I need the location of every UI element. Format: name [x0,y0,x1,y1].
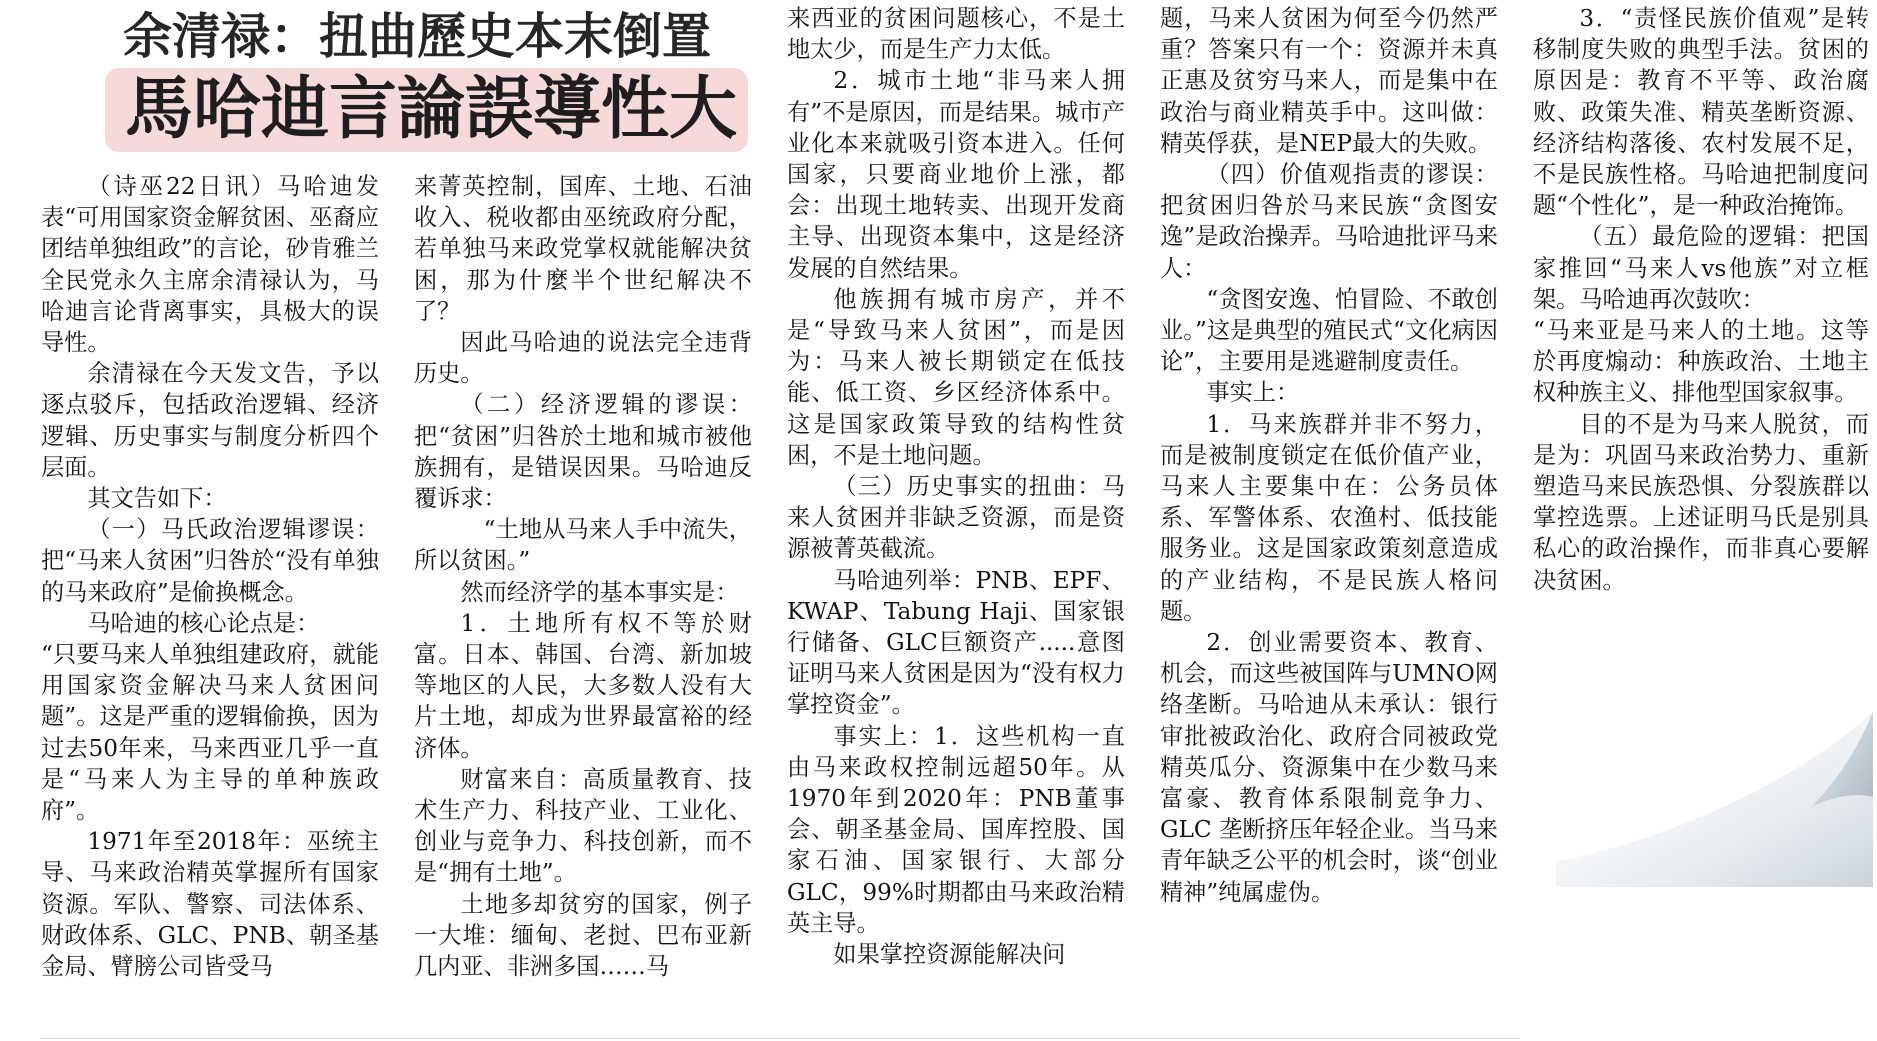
article-paragraph: 马哈迪列举：PNB、EPF、KWAP、Tabung Haji、国家银行储备、GLC巨额资产.....意图证明马来人贫困是因为“没有权力掌控资金”。 [787,566,1125,719]
article-paragraph: 1．土地所有权不等於财富。日本、韩国、台湾、新加坡等地区的人民，大多数人没有大片土地，却成为世界最富裕的经济体。 [414,609,752,762]
article-column-2 [414,171,752,982]
headline-area [105,0,755,152]
article-paragraph: 他族拥有城市房产，并不是“导致马来人贫困”，而是因为：马来人被长期锁定在低技能、低工资、乡区经济体系中。这是国家政策导致的结构性贫困，不是土地问题。 [787,285,1125,469]
headline-title: 馬哈迪言論誤導性大 [125,70,738,149]
headline-kicker: 余清禄：扭曲歷史本末倒置 [123,8,712,65]
article-quote: “马来亚是马来人的土地。这等於再度煽动：种族政治、土地主权种族主义、排他型国家叙事。 [1533,317,1869,407]
article-paragraph: 2．创业需要资本、教育、机会，而这些被国阵与UMNO网络垄断。马哈迪从未承认：银行审批被政治化、政府合同被政党精英瓜分、资源集中在少数马来富豪、教育体系限制竞争力、GLC 垄断挤压年轻企业。当马来青年缺乏公平的机会时，谈“创业精神”纯属虚伪。 [1160,629,1498,906]
article-quote: “土地从马来人手中流失，所以贫困。” [414,516,752,575]
page-curl-decoration [1556,712,1873,887]
article-paragraph: 余清禄在今天发文告，予以逐点驳斥，包括政治逻辑、经济逻辑、历史事实与制度分析四个层面。 [41,360,379,481]
article-paragraph: 来西亚的贫困问题核心，不是土地太少，而是生产力太低。 [787,5,1125,64]
article-paragraph: 其文告如下： [87,485,227,513]
article-paragraph: 来菁英控制，国库、土地、石油收入、税收都由巫统政府分配，若单独马来政党掌权就能解决贫困，那为什麼半个世纪解决不了？ [414,173,752,325]
article-paragraph: 土地多却贫穷的国家，例子一大堆：缅甸、老挝、巴布亚新几内亚、非洲多国……马 [414,890,752,981]
article-paragraph: 如果掌控资源能解决问 [833,941,1066,969]
article-column-1 [41,171,379,982]
article-section-heading: （三）历史事实的扭曲：马来人贫困并非缺乏资源，而是资源被菁英截流。 [787,473,1125,563]
article-paragraph: 3．“责怪民族价值观”是转移制度失败的典型手法。贫困的原因是：教育不平等、政治腐败、政策失准、精英垄断资源、经济结构落後、农村发展不足，不是民族性格。马哈迪把制度问题“个性化”，是一种政治掩饰。 [1533,5,1869,220]
article-column-5 [1533,3,1869,596]
article-paragraph: 马哈迪的核心论点是： [87,609,320,637]
article-paragraph: 1971年至2018年：巫统主导、马来政治精英掌握所有国家资源。军队、警察、司法体系、财政体系、GLC、PNB、朝圣基金局、臂膀公司皆受马 [41,828,379,981]
article-paragraph: （诗巫22日讯）马哈迪发表“可用国家资金解贫困、巫裔应团结单独组政”的言论，砂肯雅兰全民党永久主席余清禄认为，马哈迪言论背离事实，具极大的误导性。 [41,173,379,357]
article-paragraph: 目的不是为马来人脱贫，而是为：巩固马来政治势力、重新塑造马来民族恐惧、分裂族群以掌控选票。上述证明马氏是别具私心的政治操作，而非真心要解决贫困。 [1533,410,1869,594]
article-paragraph: 1．马来族群并非不努力，而是被制度锁定在低价值产业，马来人主要集中在：公务员体系、军警体系、农渔村、低技能服务业。这是国家政策刻意造成的产业结构，不是民族人格问题。 [1160,410,1498,625]
article-section-heading: （二）经济逻辑的谬误：把“贫困”归咎於土地和城市被他族拥有，是错误因果。马哈迪反覆诉求： [414,391,752,513]
article-paragraph: 然而经济学的基本事实是： [460,578,739,606]
article-column-4 [1160,3,1498,908]
headline-title-box [105,68,748,152]
article-section-heading: （一）马氏政治逻辑谬误：把“马来人贫困”归咎於“没有单独的马来政府”是偷换概念。 [41,516,379,606]
article-paragraph: 事实上： [1206,379,1300,407]
article-section-heading: （四）价值观指责的谬误：把贫困归咎於马来民族“贪图安逸”是政治操弄。马哈迪批评马来人： [1160,161,1498,282]
article-quote: “贪图安逸、怕冒险、不敢创业。”这是典型的殖民式“文化病因论”，主要用是逃避制度责任。 [1160,285,1498,376]
article-quote: “只要马来人单独组建政府，就能用国家资金解决马来人贫困问题”。这是严重的逻辑偷换，因为过去50年来，马来西亚几乎一直是“马来人为主导的单种族政府”。 [41,641,379,825]
article-section-heading: （五）最危险的逻辑：把国家推回“马来人vs他族”对立框架。马哈迪再次鼓吹： [1533,223,1869,313]
article-paragraph: 财富来自：高质量教育、技术生产力、科技产业、工业化、创业与竞争力、科技创新，而不是“拥有土地”。 [414,765,752,887]
bottom-rule [40,1038,1520,1039]
article-paragraph: 事实上：1．这些机构一直由马来政权控制远超50年。从1970年到2020年：PNB董事会、朝圣基金局、国库控股、国家石油、国家银行、大部分GLC，99%时期都由马来政治精英主导。 [787,722,1125,937]
article-paragraph: 题，马来人贫困为何至今仍然严重？答案只有一个：资源并未真正惠及贫穷马来人，而是集中在政治与商业精英手中。这叫做：精英俘获，是NEP最大的失败。 [1160,5,1498,157]
article-paragraph: 因此马哈迪的说法完全违背历史。 [414,329,752,388]
article-column-3 [787,3,1125,970]
article-paragraph: 2．城市土地“非马来人拥有”不是原因，而是结果。城市产业化本来就吸引资本进入。任何国家，只要商业地价上涨，都会：出现土地转卖、出现开发商主导、出现资本集中，这是经济发展的自然结果。 [787,67,1125,282]
